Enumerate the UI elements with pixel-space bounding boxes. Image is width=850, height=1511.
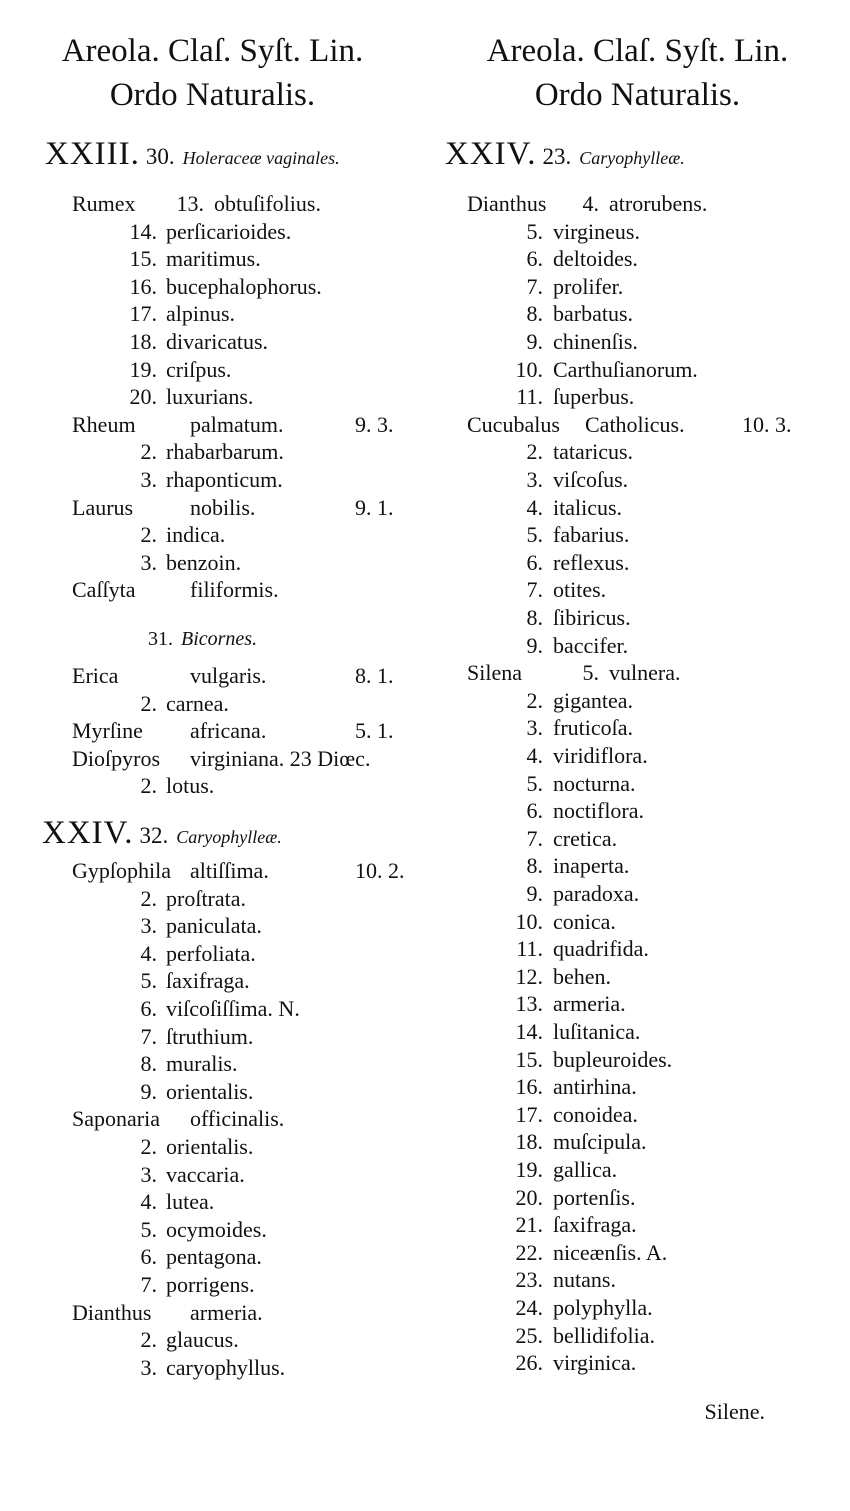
column-header-line1: Areola. Claſ. Syſt. Lin. bbox=[486, 33, 789, 69]
species-entry bbox=[425, 687, 850, 715]
species-number: 4. bbox=[140, 1189, 157, 1215]
species-number: 6. bbox=[526, 798, 543, 824]
species-epithet: orientalis. bbox=[166, 1078, 254, 1104]
species-number: 12. bbox=[515, 963, 543, 989]
species-number: 18. bbox=[515, 1129, 543, 1155]
species-entry bbox=[0, 690, 425, 718]
right-column bbox=[425, 0, 850, 1511]
species-epithet: officinalis. bbox=[190, 1106, 285, 1132]
species-number: 26. bbox=[515, 1350, 543, 1376]
species-number: 4. bbox=[526, 743, 543, 768]
species-epithet: deltoides. bbox=[553, 246, 638, 272]
species-epithet: barbatus. bbox=[553, 301, 634, 327]
genus-name: Myrſine bbox=[72, 718, 143, 744]
species-entry bbox=[425, 1294, 850, 1322]
species-number: 17. bbox=[515, 1101, 543, 1127]
species-entry bbox=[425, 300, 850, 328]
species-entry bbox=[0, 1023, 425, 1051]
species-epithet: perſicarioides. bbox=[166, 218, 292, 244]
species-entry bbox=[425, 576, 850, 604]
species-epithet: rhabarbarum. bbox=[166, 439, 284, 465]
species-entry bbox=[425, 273, 850, 301]
species-epithet: filiformis. bbox=[190, 577, 279, 603]
genus-name: Laurus bbox=[72, 494, 134, 520]
section-heading bbox=[42, 815, 282, 855]
species-number: 9. bbox=[526, 632, 543, 658]
species-entry bbox=[425, 604, 850, 632]
species-number: 3. bbox=[526, 715, 543, 741]
species-entry bbox=[0, 1243, 425, 1271]
species-epithet: portenſis. bbox=[553, 1184, 636, 1210]
species-entry bbox=[425, 963, 850, 991]
species-number: 3. bbox=[140, 467, 157, 492]
order-number: 30. bbox=[145, 144, 175, 169]
species-entry bbox=[425, 1266, 850, 1294]
class-numeral: XXIV. bbox=[42, 815, 134, 851]
species-number: 10. bbox=[515, 356, 543, 382]
species-number: 21. bbox=[515, 1212, 543, 1238]
species-epithet: orientalis. bbox=[166, 1134, 254, 1159]
class-numeral: XXIII. bbox=[45, 136, 140, 172]
species-epithet: ſuperbus. bbox=[553, 384, 635, 410]
species-epithet: proſtrata. bbox=[166, 885, 247, 911]
species-entry bbox=[425, 1322, 850, 1350]
species-entry bbox=[425, 825, 850, 853]
species-epithet: tataricus. bbox=[553, 439, 634, 465]
species-number: 9. bbox=[140, 1078, 157, 1104]
species-epithet: ſtruthium. bbox=[166, 1023, 254, 1049]
species-number: 14. bbox=[129, 218, 157, 244]
species-entry bbox=[425, 218, 850, 246]
species-number: 5. bbox=[140, 968, 157, 994]
species-entry bbox=[425, 797, 850, 825]
species-number: 16. bbox=[129, 273, 157, 299]
species-entry bbox=[0, 190, 425, 218]
species-number: 16. bbox=[515, 1074, 543, 1100]
species-entry bbox=[425, 521, 850, 549]
species-entry bbox=[425, 714, 850, 742]
species-epithet: cretica. bbox=[553, 825, 618, 851]
species-number: 8. bbox=[140, 1051, 157, 1077]
genus-name: Silena bbox=[467, 660, 522, 686]
order-number: 31. bbox=[148, 628, 173, 650]
species-entry bbox=[0, 438, 425, 466]
species-number: 15. bbox=[515, 1046, 543, 1072]
species-epithet: viſcoſiſſima. N. bbox=[166, 996, 300, 1021]
species-entry bbox=[0, 940, 425, 968]
species-epithet: lotus. bbox=[166, 773, 215, 799]
species-entry bbox=[425, 1018, 850, 1046]
species-epithet: gigantea. bbox=[553, 687, 634, 713]
species-number: 5. bbox=[526, 218, 543, 244]
species-number: 6. bbox=[526, 246, 543, 272]
species-epithet: virginica. bbox=[553, 1350, 637, 1376]
species-entry bbox=[0, 1161, 425, 1189]
species-number: 19. bbox=[129, 356, 157, 382]
species-entry bbox=[0, 494, 425, 522]
species-entry bbox=[0, 466, 425, 494]
species-number: 3. bbox=[140, 1161, 157, 1187]
species-epithet: prolifer. bbox=[553, 273, 624, 299]
species-epithet: perfoliata. bbox=[166, 940, 256, 966]
species-entry bbox=[425, 1184, 850, 1212]
genus-name: Dianthus bbox=[72, 1299, 152, 1325]
species-epithet: fruticoſa. bbox=[553, 715, 634, 741]
species-entry bbox=[0, 356, 425, 384]
species-entry bbox=[425, 328, 850, 356]
order-name: Holeraceæ vaginales. bbox=[182, 148, 340, 168]
species-number: 5. bbox=[140, 1216, 157, 1242]
species-entry bbox=[0, 912, 425, 940]
species-entry bbox=[0, 576, 425, 604]
species-epithet: ſaxifraga. bbox=[166, 968, 250, 994]
species-epithet: bupleuroides. bbox=[553, 1046, 673, 1072]
class-order-numbers: 9. 1. bbox=[355, 494, 394, 520]
species-entry bbox=[425, 1101, 850, 1129]
species-number: 7. bbox=[140, 1023, 157, 1049]
species-epithet: lutea. bbox=[166, 1189, 215, 1215]
species-entry bbox=[425, 356, 850, 384]
species-entry bbox=[425, 438, 850, 466]
species-entry bbox=[0, 885, 425, 913]
species-epithet: otites. bbox=[553, 577, 607, 603]
species-epithet: benzoin. bbox=[166, 549, 242, 575]
genus-name: Dianthus bbox=[467, 191, 547, 216]
order-name: Caryophylleæ. bbox=[176, 827, 282, 847]
species-entry bbox=[0, 967, 425, 995]
species-number: 2. bbox=[526, 687, 543, 713]
column-header-line2: Ordo Naturalis. bbox=[534, 77, 741, 113]
species-epithet: bellidifolia. bbox=[553, 1322, 656, 1348]
species-entry bbox=[0, 1354, 425, 1382]
species-epithet: vulnera. bbox=[609, 660, 681, 686]
catchword: Silene. bbox=[704, 1399, 765, 1424]
species-number: 2. bbox=[140, 690, 157, 716]
species-entry bbox=[0, 1078, 425, 1106]
species-entry bbox=[0, 772, 425, 800]
species-epithet: nutans. bbox=[553, 1267, 616, 1293]
species-epithet: ſibiricus. bbox=[553, 605, 631, 630]
species-number: 3. bbox=[140, 1354, 157, 1380]
species-entry bbox=[425, 1211, 850, 1239]
species-entry bbox=[0, 1271, 425, 1299]
species-epithet: divaricatus. bbox=[166, 329, 269, 354]
species-entry bbox=[0, 1050, 425, 1078]
species-epithet: paradoxa. bbox=[553, 881, 640, 906]
species-number: 17. bbox=[129, 301, 157, 327]
species-entry bbox=[425, 383, 850, 411]
column-header-line1: Areola. Claſ. Syſt. Lin. bbox=[61, 33, 364, 69]
species-epithet: indica. bbox=[166, 522, 226, 548]
species-entry bbox=[0, 549, 425, 577]
species-number: 13. bbox=[515, 991, 543, 1017]
species-epithet: gallica. bbox=[553, 1157, 618, 1182]
species-epithet: bucephalophorus. bbox=[166, 273, 322, 299]
genus-name: Cucubalus bbox=[467, 411, 560, 437]
species-entry bbox=[425, 466, 850, 494]
species-number: 8. bbox=[526, 301, 543, 327]
class-numeral: XXIV. bbox=[445, 136, 537, 172]
species-epithet: noctiflora. bbox=[553, 798, 645, 824]
species-number: 5. bbox=[526, 522, 543, 548]
species-entry bbox=[425, 1349, 850, 1377]
class-order-numbers: 10. 3. bbox=[742, 411, 792, 437]
species-number: 22. bbox=[515, 1239, 543, 1265]
species-number: 7. bbox=[526, 577, 543, 603]
species-number: 2. bbox=[140, 1327, 157, 1353]
species-epithet: criſpus. bbox=[166, 356, 232, 382]
species-epithet: armeria. bbox=[190, 1299, 263, 1325]
species-number: 18. bbox=[129, 329, 157, 354]
species-entry bbox=[425, 549, 850, 577]
species-number: 5. bbox=[526, 770, 543, 796]
species-number: 15. bbox=[129, 246, 157, 272]
species-number: 3. bbox=[140, 549, 157, 575]
species-epithet: muſcipula. bbox=[553, 1129, 647, 1155]
species-number: 5. bbox=[582, 660, 599, 686]
species-epithet: conica. bbox=[553, 908, 616, 934]
species-number: 2. bbox=[140, 885, 157, 911]
species-epithet: vaccaria. bbox=[166, 1161, 245, 1187]
species-epithet: altiſſima. bbox=[190, 858, 269, 883]
species-entry bbox=[425, 1128, 850, 1156]
species-epithet: palmatum. bbox=[190, 411, 284, 437]
species-epithet: baccifer. bbox=[553, 632, 629, 658]
species-epithet: viſcoſus. bbox=[553, 467, 629, 492]
species-number: 2. bbox=[140, 439, 157, 465]
genus-name: Rheum bbox=[72, 411, 136, 437]
species-entry bbox=[425, 1046, 850, 1074]
species-epithet: pentagona. bbox=[166, 1244, 262, 1270]
species-epithet: conoidea. bbox=[553, 1101, 638, 1127]
species-entry bbox=[0, 745, 425, 773]
species-number: 6. bbox=[526, 549, 543, 575]
genus-name: Erica bbox=[72, 663, 119, 688]
species-entry bbox=[425, 190, 850, 218]
species-entry bbox=[0, 1105, 425, 1133]
species-entry bbox=[0, 1216, 425, 1244]
species-entry bbox=[425, 935, 850, 963]
species-entry bbox=[0, 273, 425, 301]
species-number: 6. bbox=[140, 996, 157, 1021]
species-epithet: armeria. bbox=[553, 991, 626, 1017]
species-epithet: africana. bbox=[190, 718, 267, 744]
species-entry bbox=[425, 659, 850, 687]
species-epithet: nobilis. bbox=[190, 494, 256, 520]
species-epithet: polyphylla. bbox=[553, 1295, 653, 1320]
species-entry bbox=[425, 880, 850, 908]
species-epithet: caryophyllus. bbox=[166, 1354, 286, 1380]
species-epithet: chinenſis. bbox=[553, 329, 638, 354]
species-entry bbox=[425, 990, 850, 1018]
section-heading bbox=[45, 136, 340, 176]
species-epithet: obtuſifolius. bbox=[214, 191, 321, 216]
species-epithet: nocturna. bbox=[553, 770, 636, 796]
species-entry bbox=[425, 770, 850, 798]
species-epithet: ſaxifraga. bbox=[553, 1212, 637, 1238]
species-epithet: reflexus. bbox=[553, 549, 630, 575]
class-order-numbers: 10. 2. bbox=[355, 858, 405, 883]
species-entry bbox=[0, 1326, 425, 1354]
species-epithet: paniculata. bbox=[166, 913, 262, 939]
species-number: 4. bbox=[526, 494, 543, 520]
species-epithet: Catholicus. bbox=[585, 411, 685, 437]
species-epithet: italicus. bbox=[553, 494, 623, 520]
species-entry bbox=[425, 852, 850, 880]
species-number: 10. bbox=[515, 908, 543, 934]
genus-name: Dioſpyros bbox=[72, 745, 160, 771]
species-epithet: luxurians. bbox=[166, 384, 254, 410]
species-entry bbox=[0, 1133, 425, 1161]
species-entry bbox=[0, 300, 425, 328]
species-number: 7. bbox=[140, 1272, 157, 1297]
species-epithet: maritimus. bbox=[166, 246, 261, 272]
species-number: 23. bbox=[515, 1267, 543, 1293]
species-entry bbox=[0, 1188, 425, 1216]
species-number: 7. bbox=[526, 825, 543, 851]
species-entry bbox=[425, 632, 850, 660]
species-number: 24. bbox=[515, 1295, 543, 1320]
class-order-numbers: 9. 3. bbox=[355, 411, 394, 437]
species-epithet: antirhina. bbox=[553, 1074, 637, 1100]
species-number: 20. bbox=[129, 384, 157, 410]
species-number: 6. bbox=[140, 1244, 157, 1270]
species-entry bbox=[0, 662, 425, 690]
species-number: 13. bbox=[176, 191, 204, 216]
order-number: 32. bbox=[139, 823, 169, 848]
class-order-numbers: 5. 1. bbox=[355, 718, 394, 744]
subsection-heading bbox=[148, 626, 257, 652]
species-entry bbox=[0, 995, 425, 1023]
species-entry bbox=[0, 717, 425, 745]
species-epithet: alpinus. bbox=[166, 301, 236, 327]
species-number: 19. bbox=[515, 1157, 543, 1182]
class-order-numbers: 8. 1. bbox=[355, 663, 394, 688]
species-epithet: atrorubens. bbox=[609, 191, 708, 216]
species-number: 7. bbox=[526, 273, 543, 299]
species-number: 9. bbox=[526, 881, 543, 906]
species-number: 20. bbox=[515, 1184, 543, 1210]
species-epithet: carnea. bbox=[166, 690, 229, 716]
species-epithet: glaucus. bbox=[166, 1327, 239, 1353]
species-epithet: inaperta. bbox=[553, 853, 630, 879]
species-entry bbox=[0, 383, 425, 411]
species-number: 11. bbox=[516, 936, 543, 962]
species-number: 2. bbox=[140, 773, 157, 799]
species-number: 2. bbox=[526, 439, 543, 465]
order-name: Bicornes. bbox=[181, 628, 258, 650]
species-number: 14. bbox=[515, 1019, 543, 1044]
order-name: Caryophylleæ. bbox=[579, 148, 685, 168]
species-number: 2. bbox=[140, 1134, 157, 1159]
species-entry bbox=[0, 411, 425, 439]
species-entry bbox=[0, 245, 425, 273]
species-entry bbox=[425, 908, 850, 936]
genus-name: Gypſophila bbox=[72, 858, 171, 883]
species-epithet: viridiflora. bbox=[553, 743, 648, 768]
species-number: 8. bbox=[526, 605, 543, 630]
species-number: 3. bbox=[526, 467, 543, 492]
species-number: 9. bbox=[526, 329, 543, 354]
genus-name: Rumex bbox=[72, 191, 136, 216]
column-header-line2: Ordo Naturalis. bbox=[109, 77, 316, 113]
species-entry bbox=[0, 1299, 425, 1327]
species-entry bbox=[0, 521, 425, 549]
genus-name: Saponaria bbox=[72, 1106, 160, 1132]
species-number: 3. bbox=[140, 913, 157, 939]
species-epithet: fabarius. bbox=[553, 522, 630, 548]
species-epithet: virgineus. bbox=[553, 218, 640, 244]
species-epithet: rhaponticum. bbox=[166, 467, 283, 492]
species-entry bbox=[425, 411, 850, 439]
species-entry bbox=[425, 494, 850, 522]
species-entry bbox=[425, 245, 850, 273]
species-epithet: virginiana. 23 Diœc. bbox=[190, 745, 371, 771]
species-epithet: behen. bbox=[553, 963, 612, 989]
species-entry bbox=[0, 218, 425, 246]
species-number: 25. bbox=[515, 1322, 543, 1348]
species-epithet: vulgaris. bbox=[190, 663, 267, 688]
species-entry bbox=[0, 328, 425, 356]
species-entry bbox=[425, 1073, 850, 1101]
species-epithet: Carthuſianorum. bbox=[553, 356, 698, 382]
species-entry bbox=[425, 1239, 850, 1267]
species-entry bbox=[425, 742, 850, 770]
order-number: 23. bbox=[542, 144, 572, 169]
species-epithet: luſitanica. bbox=[553, 1019, 641, 1044]
genus-name: Caſſyta bbox=[72, 577, 136, 603]
species-entry bbox=[425, 1156, 850, 1184]
species-number: 4. bbox=[140, 940, 157, 966]
species-epithet: ocymoides. bbox=[166, 1216, 267, 1242]
section-heading bbox=[445, 136, 685, 176]
species-number: 4. bbox=[582, 191, 599, 216]
species-epithet: porrigens. bbox=[166, 1272, 255, 1297]
species-number: 2. bbox=[140, 522, 157, 548]
species-epithet: muralis. bbox=[166, 1051, 238, 1077]
species-epithet: niceænſis. A. bbox=[553, 1239, 668, 1265]
species-entry bbox=[0, 857, 425, 885]
species-number: 8. bbox=[526, 853, 543, 879]
species-epithet: quadrifida. bbox=[553, 936, 649, 962]
species-number: 11. bbox=[516, 384, 543, 410]
